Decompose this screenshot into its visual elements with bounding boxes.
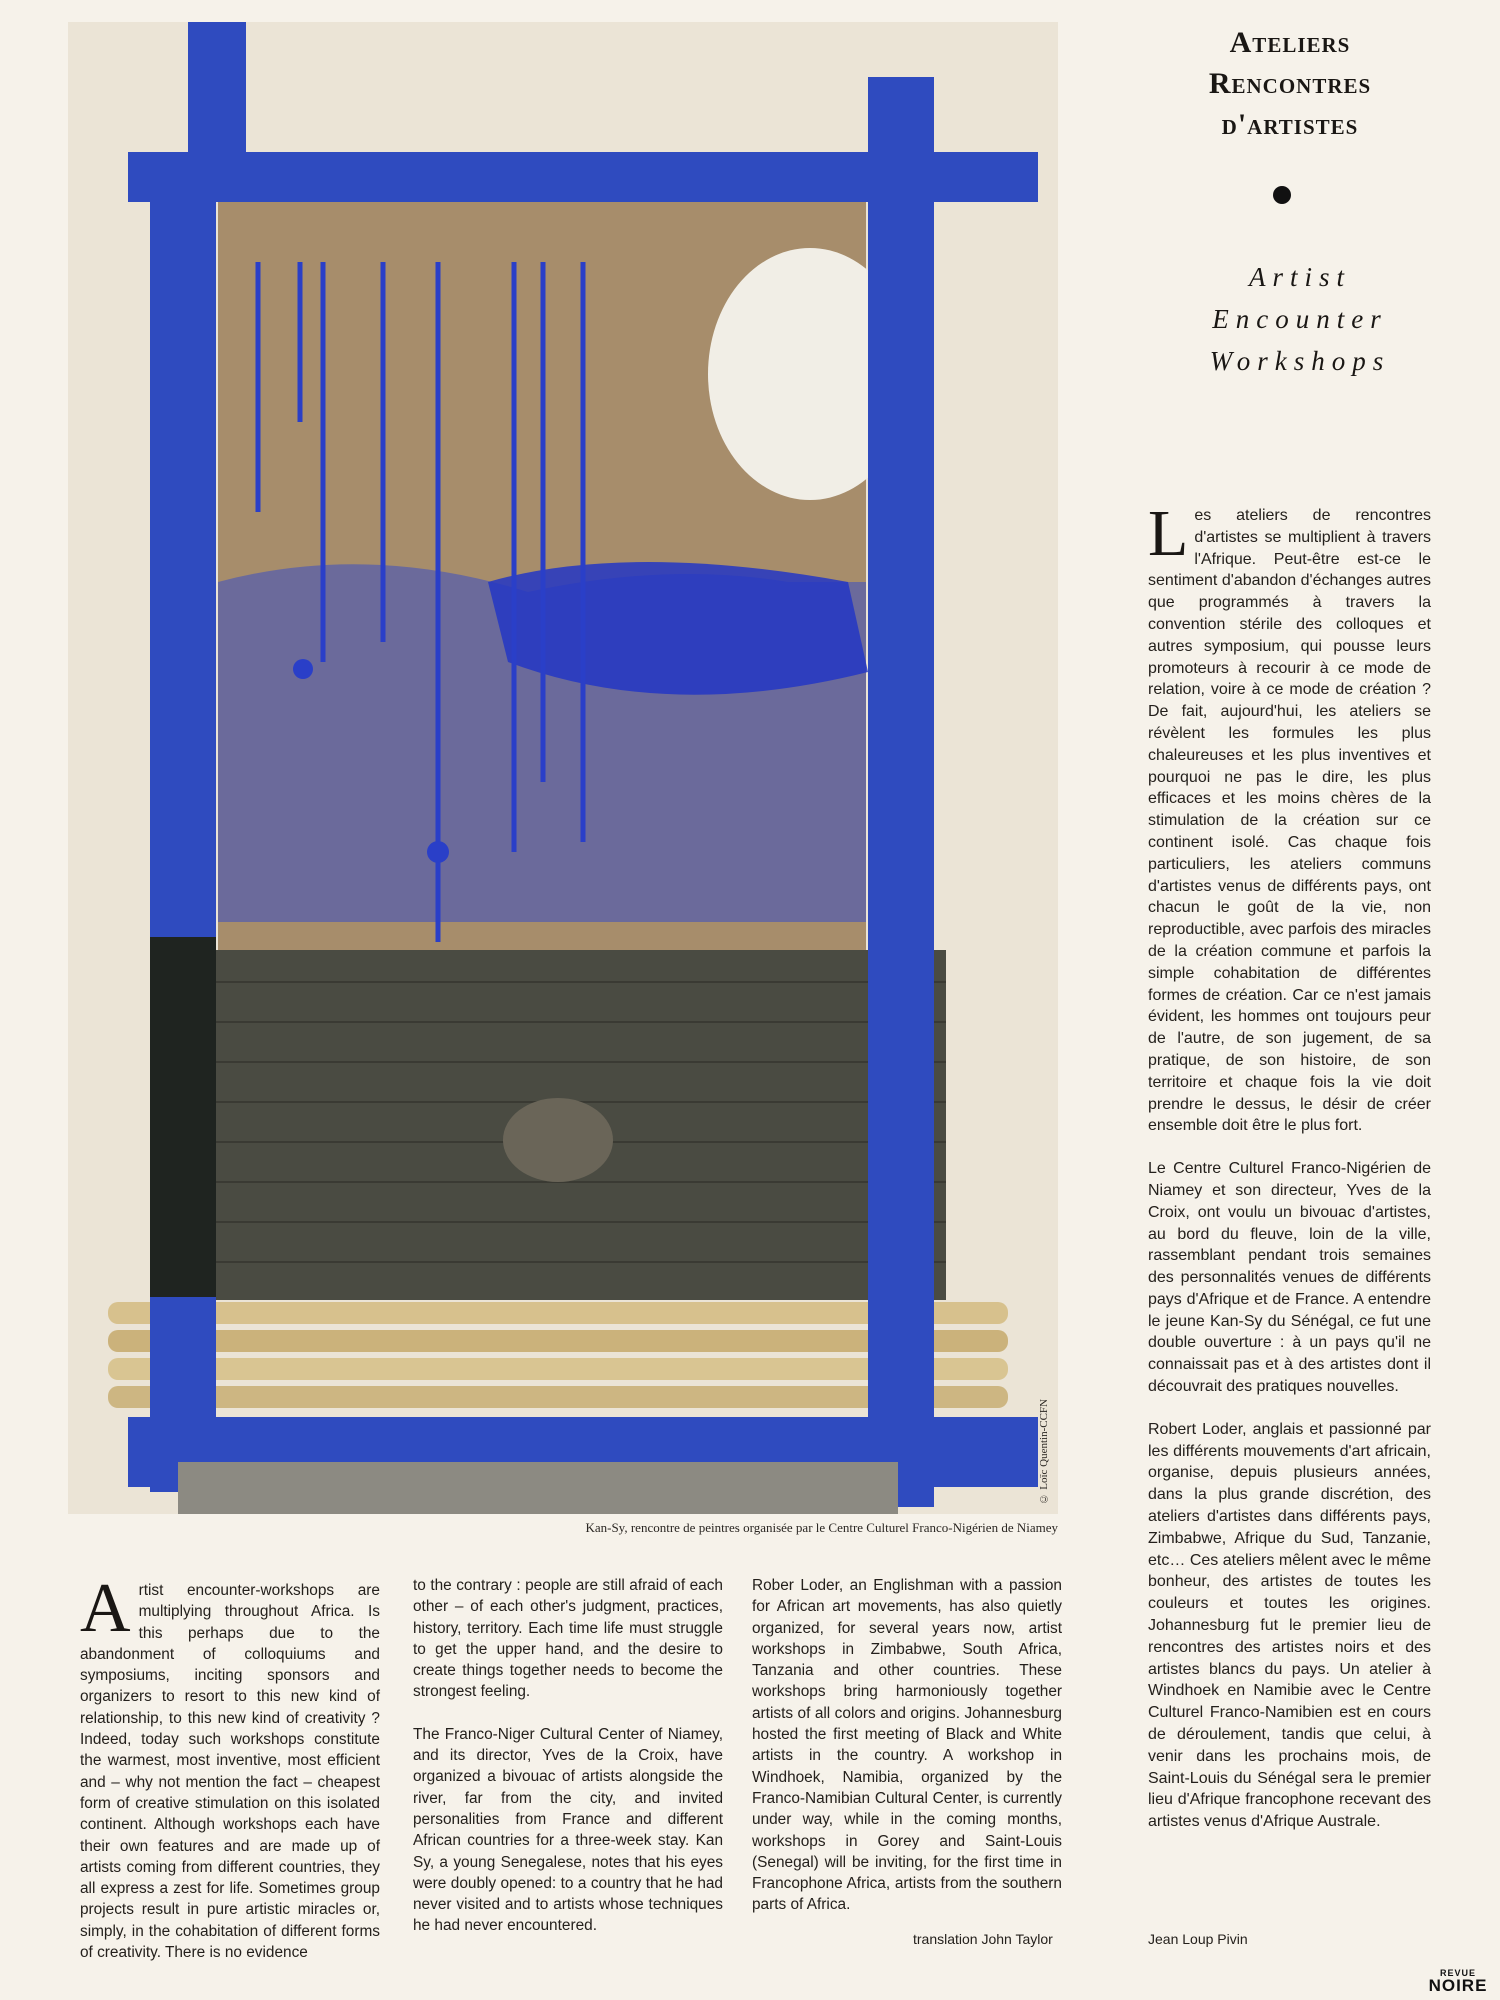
subtitle-line-3: Workshops [1209,346,1391,376]
logo-line-2: NOIRE [1428,1976,1488,1995]
french-article-column [1148,497,1431,1833]
french-paragraph-1 [1148,497,1431,1137]
english-column-2 [413,1575,723,1937]
translation-credit: translation John Taylor [913,1931,1053,1947]
headline-line-2: Rencontres [1208,67,1372,100]
headline-line-3: d'artistes [1221,108,1359,141]
author-signature: Jean Loup Pivin [1148,1931,1248,1947]
english-paragraph-1-text: rtist encounter-workshops are multiplying throughout Africa. Is this perhaps due to the abandonment of colloquiums and symposiums, inciting sponsors and organizers to resort to this new kind of relationship, to this new kind of creativity ? Indeed, today such workshops constitute the warmest, most inventive, most efficient and – why not mention the fact – cheapest form of creative stimulation on this isolated continent. Although workshops each have their own features and are made up of artists coming from different countries, they all express a zest for life. Sometimes group projects result in pure artistic miracles or, simply, in the cohabitation of different forms of creativity. There is no evidence [80,1582,380,1962]
french-paragraph-1-text: es ateliers de rencontres d'artistes se multiplient à travers l'Afrique. Peut-être est-ce le sentiment d'abandon d'échanges autres que programmés à travers la convention stérile des colloques et autres symposium, qui pousse leurs promoteurs à recourir à ce mode de relation, voire à ce mode de création ? De fait, aujourd'hui, les ateliers se révèlent les formules les plus chaleureuses et les plus inventives et pourquoi ne pas le dire, les plus efficaces et les moins chères de la stimulation de la création sur ce continent isolé. Cas chaque fois particuliers, les ateliers communs d'artistes venus de différents pays, ont chacun le goût de la vie, non reproductible, avec parfois des miracles de la création commune et parfois la simple cohabitation de différentes formes de création. Car ce n'est jamais évident, les hommes ont toujours peur de l'autre, de son jugement, de sa pratique, de son histoire, de son territoire et chaque fois la vie doit prendre le dessus, le désir de créer ensemble doit être le plus fort. [1148,507,1431,1135]
photo-credit: © Loïc Quentin-CCFN [1038,1398,1050,1504]
subtitle-line-1: Artist [1248,262,1351,292]
french-paragraph-3: Robert Loder, anglais et passionné par les différents mouvements d'art africain, organise, depuis plusieurs années, dans la plus grande discrétion, des ateliers d'artistes dans différents pays, Zimbabwe, Afrique du Sud, Tanzanie, etc… Ces ateliers mêlent avec le même bonheur, des artistes de toutes les couleurs et toutes les origines. Johannesburg fut le premier lieu de rencontres des artistes noirs et des artistes blancs du pays. Un atelier à Windhoek en Namibie avec le Centre Culturel Franco-Namibien est en cours de déroulement, tandis que celui, à venir dans les prochains mois, de Saint-Louis du Sénégal sera le premier lieu d'Afrique francophone recevant des artistes venus d'Afrique Australe. [1148,1420,1431,1831]
english-paragraph-2: The Franco-Niger Cultural Center of Niamey, and its director, Yves de la Croix, have organized a bivouac of artists alongside the river, far from the city, and invited personalities from France and different African countries for a three-week stay. Kan Sy, a young Senegalese, notes that his eyes were doubly opened: to a country that he had never visited and to artists whose techniques he had never encountered. [413,1725,723,1935]
english-paragraph-1-continued: to the contrary : people are still afraid of each other – of each other's judgment, practices, history, territory. Each time life must struggle to get the upper hand, and the desire to create things together needs to become the strongest feeling. [413,1577,723,1701]
english-dropcap: A [80,1570,131,1647]
revue-noire-logo [1428,1968,1488,1994]
english-column-1 [80,1570,380,1963]
article-headline [1120,22,1460,145]
bullet-dot-icon [1273,186,1291,204]
headline-line-1: Ateliers [1229,26,1351,59]
article-subtitle [1150,256,1450,382]
french-dropcap: L [1148,497,1189,570]
subtitle-line-2: Encounter [1212,304,1388,334]
french-paragraph-2: Le Centre Culturel Franco-Nigérien de Niamey et son directeur, Yves de la Croix, ont voulu un bivouac d'artistes, au bord du fleuve, loin de la ville, rassemblant pendant trois semaines des personnalités venues de différents pays d'Afrique et de France. A entendre le jeune Kan-Sy du Sénégal, ce fut une double ouverture : à un pays qu'il ne connaissait pas et à des artistes dont il découvrait des pratiques nouvelles. [1148,1160,1431,1396]
artwork-illustration [68,22,1058,1514]
english-column-3 [752,1575,1062,1916]
english-paragraph-1 [80,1570,380,1963]
english-paragraph-3: Rober Loder, an Englishman with a passion for African art movements, has also quietly organized, for several years now, artist workshops in Zimbabwe, South Africa, Tanzania and other countries. These workshops bring harmoniously together artists of all colors and origins. Johannesburg hosted the first meeting of Black and White artists in the country. A workshop in Windhoek, Namibia, organized by the Franco-Namibian Cultural Center, is currently under way, while in the coming months, workshops in Gorey and Saint-Louis (Senegal) will be inviting, for the first time in Francophone Africa, artists from the southern parts of Africa. [752,1577,1062,1914]
artwork-photo [68,22,1058,1514]
logo-line-1: REVUE [1439,1968,1476,1978]
photo-caption: Kan-Sy, rencontre de peintres organisée par le Centre Culturel Franco-Nigérien de Niamey [585,1520,1058,1535]
